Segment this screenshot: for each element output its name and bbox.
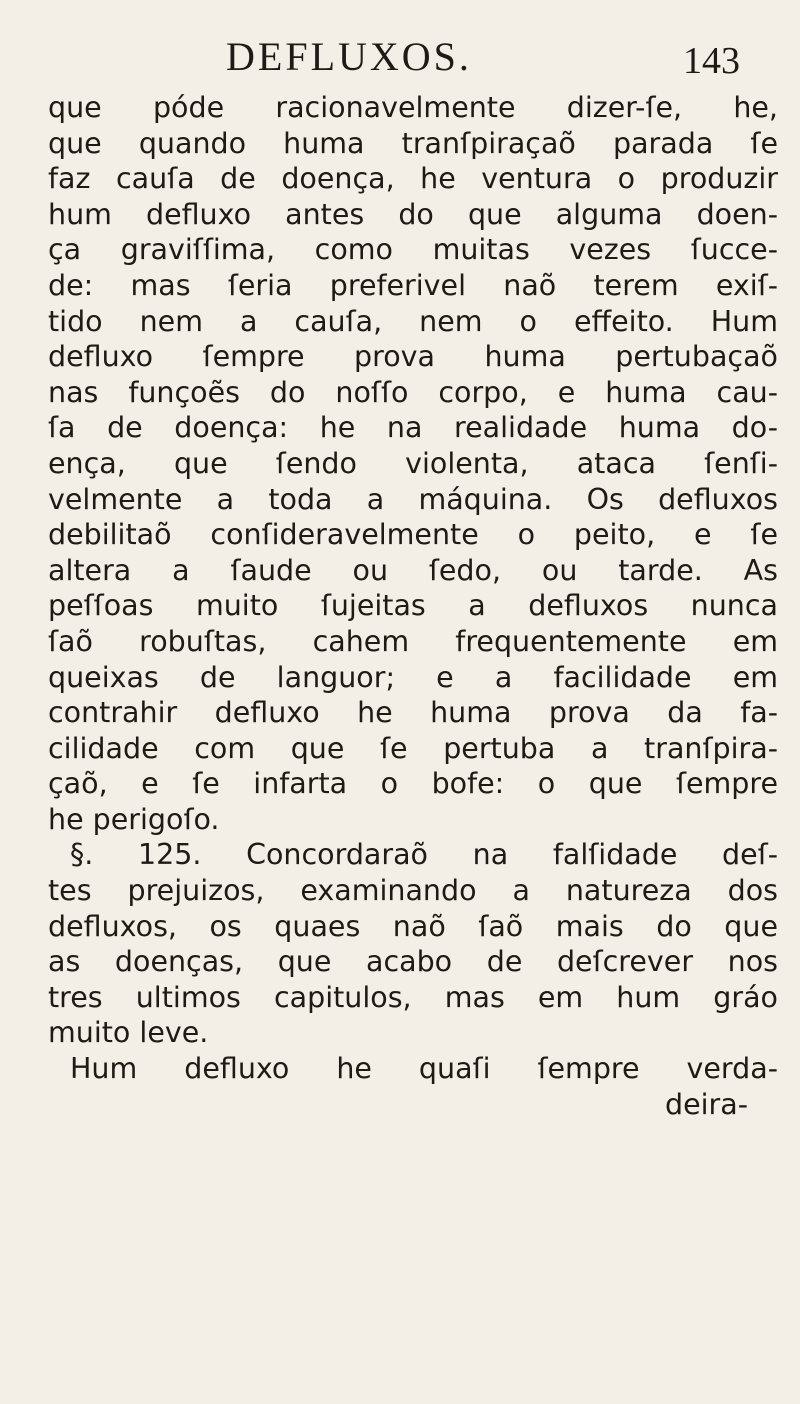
text-line: velmente a toda a máquina. Os defluxos <box>48 482 778 516</box>
text-line: ça graviſſima, como muitas vezes ſucce- <box>48 233 778 267</box>
running-head: DEFLUXOS. <box>226 34 472 79</box>
text-line: deira- <box>664 1087 748 1121</box>
text-line: as doenças, que acabo de deſcrever nos <box>48 945 778 979</box>
text-line: Hum defluxo he quaſi ſempre verda- <box>70 1052 778 1086</box>
text-line: peſſoas muito ſujeitas a defluxos nunca <box>48 589 778 623</box>
text-line: hum defluxo antes do que alguma doen- <box>48 197 778 231</box>
text-line: faz cauſa de doença, he ventura o produzir <box>48 162 778 196</box>
text-line: tes prejuizos, examinando a natureza dos <box>48 874 778 908</box>
text-line: contrahir defluxo he huma prova da fa- <box>48 696 778 730</box>
text-line: que quando huma tranſpiraçaõ parada ſe <box>48 126 778 160</box>
text-line: altera a ſaude ou ſedo, ou tarde. As <box>48 553 778 587</box>
text-line: cilidade com que ſe pertuba a tranſpira- <box>48 731 778 765</box>
text-line: tido nem a cauſa, nem o effeito. Hum <box>48 304 778 338</box>
text-line: çaõ, e ſe infarta o bofe: o que ſempre <box>48 767 778 801</box>
text-line: muito leve. <box>48 1016 209 1050</box>
text-line: §. 125. Concordaraõ na falſidade deſ- <box>70 838 778 872</box>
text-line: debilitaõ conſideravelmente o peito, e ſe <box>48 518 778 552</box>
page-header <box>0 32 800 82</box>
text-line: tres ultimos capitulos, mas em hum gráo <box>48 980 778 1014</box>
text-line: defluxos, os quaes naõ ſaõ mais do que <box>48 909 778 943</box>
text-line: ſaõ robuſtas, cahem frequentemente em <box>48 624 778 658</box>
text-line: que póde racionavelmente dizer-ſe, he, <box>48 91 778 124</box>
text-line: ſa de doença: he na realidade huma do- <box>48 411 778 445</box>
text-line: defluxo ſempre prova huma pertubaçaõ <box>48 340 778 374</box>
page-number: 143 <box>683 40 740 82</box>
text-line: ença, que ſendo violenta, ataca ſenſi- <box>48 446 778 480</box>
text-line: queixas de languor; e a facilidade em <box>48 660 778 694</box>
text-line: de: mas ſeria preferivel naõ terem exiſ- <box>48 268 778 302</box>
text-line: he perigoſo. <box>48 802 220 836</box>
body-text <box>48 90 778 1122</box>
text-line: nas funçoẽs do noſſo corpo, e huma cau- <box>48 375 778 409</box>
